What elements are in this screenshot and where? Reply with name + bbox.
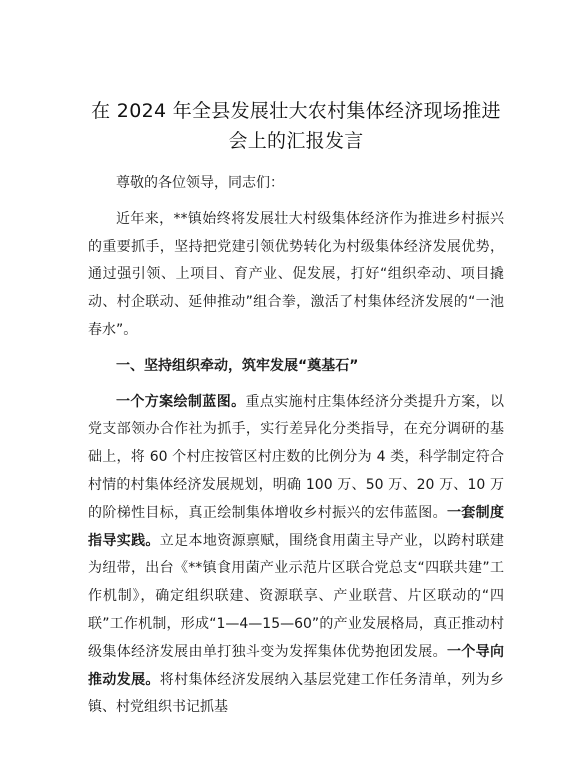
document-title: 在 2024 年全县发展壮大农村集体经济现场推进会上的汇报发言 bbox=[91, 100, 501, 152]
paragraph-text: 将村集体经济发展纳入基层党建工作任务清单，列为乡镇、村党组织书记抓基 bbox=[88, 671, 505, 716]
paragraph-lead: 一个方案绘制蓝图。 bbox=[116, 393, 246, 410]
paragraph-text: 重点实施村庄集体经济分类提升方案，以党支部领办合作社为抓手，实行差异化分类指导，在充分调研的基础上，将 60 个村庄按管区村庄数的比例分为 4 类，科学制定符合村情的村集体经济发展规划，明确 100 万、50 万、20 万、10 万的阶梯性目标，真正绘制集体增收乡村振兴的宏伟蓝图。 bbox=[88, 393, 505, 521]
section-paragraph bbox=[88, 389, 504, 723]
document-body bbox=[88, 170, 504, 722]
section-heading: 一、坚持组织牵动，筑牢发展“奠基石” bbox=[116, 357, 359, 374]
intro-paragraph: 近年来，**镇始终将发展壮大村级集体经济作为推进乡村振兴的重要抓手，坚持把党建引领优势转化为村级集体经济发展优势，通过强引领、上项目、育产业、促发展，打好“组织牵动、项目撬动、村企联动、延伸推动”组合拳，激活了村集体经济发展的“一池春水”。 bbox=[88, 210, 504, 338]
paragraph-lead: 一套制度指导实践。 bbox=[88, 504, 505, 549]
paragraph-lead: 一个导向推动发展。 bbox=[88, 643, 505, 688]
paragraph-text: 立足本地资源禀赋，围绕食用菌主导产业，以跨村联建为纽带，出台《**镇食用菌产业示范片区联合党总支“四联共建”工作机制》，确定组织联建、资源联享、产业联营、片区联动的“四联”工作机制，形成“1—4—15—60”的产业发展格局，真正推动村级集体经济发展由单打独斗变为发挥集体优势抱团发展。 bbox=[88, 532, 505, 660]
greeting: 尊敬的各位领导，同志们： bbox=[116, 175, 284, 191]
